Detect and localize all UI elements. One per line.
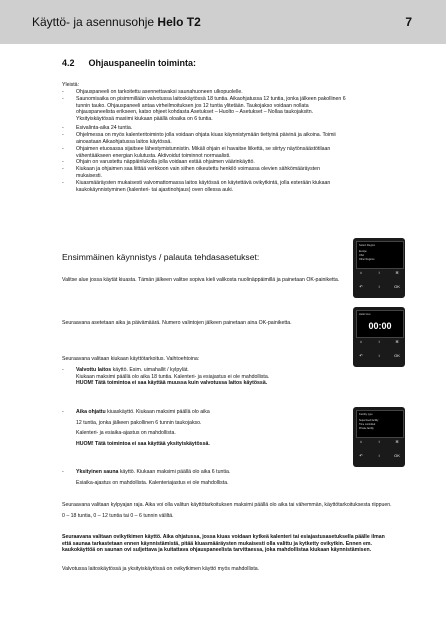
- bullet-marker: -: [62, 132, 64, 138]
- general-bullet-text: Kiuasmääräysten mukaisesti valvomattomassa laitos käytössä on käytettävä ovikytkintä, jolla esterään kiukaan kaukokäynnistyminen (kalenteri- tai ajastinohjaus) oven ollessa auki.: [76, 180, 331, 193]
- gear-icon: ✲: [395, 439, 399, 444]
- panel-screen: [356, 241, 404, 269]
- mode-supervised-line1: [76, 367, 352, 374]
- para-last: Valvotussa laitoskäytössä ja yksityiskäytössä on ovikytkimen käyttö myös mahdollista.: [62, 566, 260, 572]
- home-icon: ⌂: [359, 439, 363, 444]
- gear-icon: ✲: [395, 339, 399, 344]
- para-door-switch: Seuraavana valitaan ovikytkimen käyttö. Aika ohjatussa, jossa kiuas voidaan kytkeä kalenteri tai esiajastusasetuksella päälle ilman että saunaa tarkastetaan ennen käynnistämistä, pitää kiuasmääräysten mukaisesti olla valittu ja kytketty ovikytkin. Ennen em. kaukokäyttöä on saunan ovi suljettava ja kuitattava ohjauspaneelista tarvittaessa, joka mahdollistaa kiukaan käynnistämisen.: [62, 534, 385, 554]
- ok-button-graphic: OK: [394, 353, 400, 358]
- para-time: Seuraavana asetetaan aika ja päivämäärä. Numero valintojen jälkeen painetaan aina OK-painiketta.: [62, 320, 292, 326]
- general-bullet: [62, 132, 347, 145]
- general-heading: Yleistä:: [62, 82, 80, 88]
- bullet-marker: -: [62, 146, 64, 152]
- mode-timed-line1: [76, 407, 352, 418]
- para-door-limit: Seuraavana valitaan kylpyajan raja. Aika voi olla valitun käyttötarkoituksen maksimi päällä olo aika tai vähemmän, käyttötarkoituksesta riippuen. 0 – 18 tuntia, 0 – 12 tuntia tai 0 – 6 tunnin väliltä.: [62, 502, 392, 519]
- screen-clock: 00:00: [368, 321, 392, 331]
- screen-option: USA: [359, 254, 364, 257]
- bullet-marker: -: [62, 409, 64, 415]
- page-number: 7: [405, 15, 412, 29]
- home-icon: ⌂: [359, 339, 363, 344]
- mode-supervised-warning: HUOM! Tätä toimintoa ei saa käyttää muussa kuin valvotussa laitos käytössä.: [76, 380, 268, 387]
- manual-title: [32, 15, 201, 29]
- control-panel-image-region: [353, 238, 405, 298]
- mode-supervised-line2: Kiukaan maksimi päällä olo aika 18 tuntia. Kalenteri- ja esiajastus ei ole mahdollista.: [76, 373, 270, 380]
- mode-timed-rest: kiuaskäyttö. Kiukaan maksimi päällä olo aika: [105, 409, 210, 415]
- screen-option: Supervised facility: [359, 419, 379, 422]
- manual-title-product: Helo T2: [157, 15, 201, 29]
- bullet-marker: -: [62, 367, 64, 373]
- mode-supervised-name: Valvottu laitos: [76, 367, 112, 373]
- para-language: Valitse alue jossa käytät kiuasta. Tämän jälkeen valitse sopiva kieli valikosta nuolinäppäimillä ja painetaan OK-painiketta.: [62, 277, 340, 283]
- gear-icon: ✲: [395, 270, 399, 275]
- section-number: 4.2: [62, 58, 75, 68]
- mode-supervised: [62, 367, 352, 387]
- general-bullet: [62, 166, 347, 179]
- control-panel-image-facility: [353, 407, 405, 467]
- nav-icon: ↕: [378, 339, 380, 344]
- mode-private-line1: [76, 467, 352, 478]
- nav-icon: ↕: [378, 284, 380, 289]
- mode-timed-name: Aika ohjattu: [76, 409, 106, 415]
- bullet-marker: -: [62, 180, 64, 186]
- general-bullet-text: Ohjain on varustettu näppäinlukolla jolla voidaan estää ohjaimen väärinkäyttö.: [76, 159, 255, 165]
- general-bullet-text: Esivalinta-aika 24 tuntia.: [76, 125, 133, 131]
- page-header: [0, 0, 446, 44]
- ok-button-graphic: OK: [394, 453, 400, 458]
- first-start-heading: Ensimmäinen käynnistys / palauta tehdasasetukset:: [62, 252, 260, 262]
- back-icon: ↶: [359, 453, 363, 458]
- back-icon: ↶: [359, 284, 363, 289]
- ok-button-graphic: OK: [394, 284, 400, 289]
- general-bullet: [62, 96, 347, 122]
- bullet-marker: -: [62, 166, 64, 172]
- home-icon: ⌂: [359, 270, 363, 275]
- screen-title: Facility type: [359, 413, 373, 416]
- bullet-marker: -: [62, 469, 64, 475]
- screen-title: Hello time: [359, 313, 371, 316]
- nav-icon: ↕: [378, 353, 380, 358]
- screen-title: Select Region: [359, 244, 376, 247]
- mode-timed-warning: HUOM! Tätä toimintoa ei saa käyttää yksityiskäytössä.: [76, 440, 210, 447]
- general-bullet-text: Ohjauspaneeli on tarkoitettu asennettavaksi saunahuoneen ulkopuolelle.: [76, 89, 243, 95]
- mode-timed-line2: 12 tuntia, jonka jälkeen pakollinen 6 tunnin taukojakso.: [76, 419, 202, 426]
- section-heading: [62, 58, 210, 68]
- general-bullet: [62, 146, 347, 159]
- bullet-marker: -: [62, 159, 64, 165]
- manual-title-prefix: Käyttö- ja asennusohje: [32, 15, 158, 29]
- general-bullet-text: Kiukaan ja ohjaimen saa liittää verkkoon vain siihen oikeutettu henkilö voimassa olevien sähkömääräysten mukaisesti.: [76, 166, 320, 179]
- nav-icon: ↕: [378, 270, 380, 275]
- mode-private-name: Yksityinen sauna: [76, 469, 119, 475]
- general-bullet-text: Ohjelmessa on myös kalenteritoiminto jolla voidaan ohjata kiuas käynnistymään tiettyinä päivinä ja aikoina. Toimii ainoastaan Aikaohjatussa laitos käytössä.: [76, 132, 336, 145]
- general-bullet-text: Ohjaimen etuosassa sijaitsee lähestymistunnistin. Mikäli ohjain ei havaitse liikettä, se siirtyy näytönsäästötilaan vähentääkseen energian kulutusta. Aktivoidut toiminnot normaalisti.: [76, 146, 331, 159]
- screen-option: Europe: [359, 250, 367, 253]
- general-bullet: [62, 180, 347, 193]
- bullet-marker: -: [62, 125, 64, 131]
- panel-screen: [356, 310, 404, 338]
- general-bullet: [62, 159, 347, 166]
- control-panel-image-time: [353, 307, 405, 367]
- panel-screen: [356, 410, 404, 438]
- general-bullet-text: Saunomisaika on pisimmillään valvotussa laitoskäytössä 18 tuntia. Aikaohjatussa 12 tuntia, jonka jälkeen pakollinen 6 tunnin tauko. Ohjauspaneeli antaa virheilmoituksen jos 12 tuntia ylitetään. Taukojakso voidaan nollata ohjauspaneelista erikseen, katso ohjeet kohdasta Asetukset – Huolto – Asetukset – Nollaa taukojaksitn. Yksityiskäytössä maxiimi kiukaan päällä oloaika on 6 tuntia.: [76, 96, 346, 122]
- bullet-marker: -: [62, 89, 64, 95]
- mode-private-line2: Esiaika-ajastus on mahdollista. Kalenteriajastus ei ole mahdollista.: [76, 479, 229, 486]
- screen-option: Time controlled: [359, 423, 376, 426]
- general-bullet: [62, 125, 347, 132]
- screen-option: Private facility: [359, 427, 374, 430]
- mode-private-rest: käyttö. Kiukaan maksimi päällä olo aika 6 tuntia.: [118, 469, 231, 475]
- nav-icon: ↕: [378, 439, 380, 444]
- nav-icon: ↕: [378, 453, 380, 458]
- section-title: Ohjauspaneelin toiminta:: [88, 58, 197, 68]
- para-mode-intro: Seuraavana valitaan kiukaan käyttötarkoitus. Vaihtoehtoina:: [62, 356, 200, 362]
- mode-timed-line3: Kalenteri- ja esiaika-ajastus on mahdollista.: [76, 430, 176, 436]
- back-icon: ↶: [359, 353, 363, 358]
- general-bullet: [62, 89, 347, 96]
- mode-timed: [62, 407, 352, 449]
- screen-option: Other Regions: [359, 258, 375, 261]
- mode-private: [62, 467, 352, 488]
- bullet-marker: -: [62, 96, 64, 102]
- mode-supervised-rest: käyttö. Esim. uimahallit / kylpylät.: [111, 367, 189, 373]
